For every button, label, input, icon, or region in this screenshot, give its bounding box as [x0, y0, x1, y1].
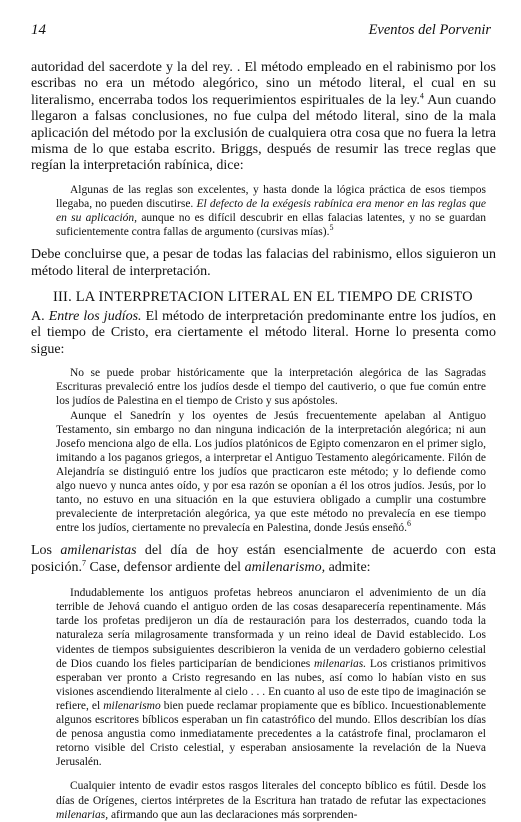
subsection-label: A.: [31, 309, 49, 325]
quote-text: Los cristianos primitivos esperaban ver pronto a Cristo regresando en las nubes, así como lo habían visto en sus visiones ascendiendo literalmente al cielo . . . En cuanto al uso de este tipo de imaginación se refiere, el: [56, 657, 486, 712]
quote-case-para1: [56, 586, 486, 769]
paragraph-rabbinic-method: [31, 60, 496, 175]
paragraph-text: Aun cuando llegaron a falsas conclusiones, no fue culpa del método literal, sino de la mala aplicación del método por la exclusión de cualquiera otra cosa que no fuera la letra misma de lo que estaba escrito. Briggs, después de resumir las trece reglas que regían la interpretación rabínica, dice:: [31, 92, 496, 174]
footnote-ref: 7: [81, 558, 86, 568]
quote-text: Algunas de las reglas son excelentes, y hasta donde la lógica práctica de esos tiempos llegaba, no pueden discutirse.: [56, 183, 486, 210]
quote-briggs: [56, 183, 486, 239]
paragraph-emphasis: amilenarismo,: [244, 559, 326, 575]
paragraph-text: autoridad del sacerdote y la del rey. . El método empleado en el rabinismo por los escribas no era un método alegórico, sino un método literal, el cual en su literalismo, encerraba todos los requerimientos espirituales de la ley.: [31, 60, 496, 108]
quote-text: Aunque el Sanedrín y los oyentes de Jesús frecuentemente apelaban al Antiguo Testamento, sin embargo no dan ninguna indicación de la interpretación alegórica; ni aun Josefo menciona algo de ella. Los judíos platónicos de Egipto comenzaron en el primer siglo, imitando a los paganos griegos, a interpretar el Antiguo Testamento alegóricamente. Filón de Alejandría se distinguió entre los judíos que practicaron este método; y lo defiende como algo nuevo y nunca antes oído, y por esa razón se oponían a él los otros judíos. Jesús, por lo tanto, no estuvo en una situación en la que estuviera obligado a cumplir una costumbre prevaleciente de interpretación alegórica, ya que este método no prevalecía en ese tiempo entre los judíos, ciertamente no prevalecía en Palestina, donde Jesús enseñó.: [56, 409, 486, 535]
quote-case-para2: [56, 779, 486, 821]
quote-text: Indudablemente los antiguos profetas hebreos anunciaron el advenimiento de un día terrible de Jehová cuando el antiguo orden de las cosas desaparecería repentinamente. Más tarde los profetas predijeron un día de restauración para los desterrados, cuando toda la naturaleza sería milagrosamente transformada y un reino ideal de David establecido. Los videntes de tiempos subsiguientes describieron la venida de un verdadero gobierno celestial de Dios cuando los fieles participarían de bendiciones: [56, 587, 486, 670]
page-body: [31, 60, 496, 822]
paragraph-text: El método de interpretación predominante entre los judíos, en el tiempo de Cristo, era ciertamente el método literal. Horne lo presenta como sigue:: [31, 309, 496, 357]
quote-text: afirmando que aun las declaraciones más sorprenden-: [108, 808, 358, 821]
paragraph-jews: [31, 309, 496, 358]
quote-horne-para1: No se puede probar históricamente que la interpretación alegórica de las Sagradas Escrituras prevaleció entre los judíos desde el tiempo del cautiverio, o que fue común entre los judíos de Palestina en el tiempo de Cristo y sus apóstoles.: [56, 367, 486, 408]
footnote-ref: 4: [419, 91, 424, 101]
quote-text: bien puede reclamar propiamente que es bíblico. Incuestionablemente algunos escritores bíblicos esperaban un fin catastrófico del mundo. Ellos describían los días de penosa angustia como inmediatamente precedentes a la catástrofe final, proclamaron el retorno visible del Cristo celestial, y esperaban ansiosamente la revelación de la Nueva Jerusalén.: [56, 699, 486, 769]
subsection-title: Entre los judíos.: [48, 309, 142, 325]
footnote-ref: 6: [406, 519, 411, 529]
paragraph-text: del día de hoy están esencialmente de acuerdo con esta posición.: [31, 543, 496, 575]
quote-text: Cualquier intento de evadir estos rasgos literales del concepto bíblico es fútil. Desde los días de Orígenes, ciertos intérpretes de la Escritura han tratado de refutar las expectaciones: [56, 780, 486, 807]
quote-emphasis: milenarismo: [103, 699, 161, 712]
paragraph-text: admite:: [325, 559, 371, 575]
quote-emphasis: milenarias.: [314, 657, 367, 670]
footnote-ref: 5: [329, 223, 334, 233]
paragraph-amillennialists: [31, 543, 496, 576]
running-title: Eventos del Porvenir: [368, 22, 491, 38]
section-heading: III. LA INTERPRETACION LITERAL EN EL TIEMPO DE CRISTO: [53, 289, 473, 306]
quote-horne-para2: [56, 409, 486, 536]
quote-text: aunque no es difícil descubrir en ellas falacias latentes, y no se guardan suficientemente contra fallas de argumento (cursivas mías).: [56, 212, 487, 239]
page-header: [31, 22, 491, 42]
page-number: 14: [31, 22, 46, 38]
quote-emphasis: El defecto de la exégesis rabínica era menor en las reglas que en su aplicación,: [56, 197, 486, 225]
paragraph-text: Los: [31, 543, 61, 559]
paragraph-text: Case, defensor ardiente del: [85, 559, 245, 575]
paragraph-conclusion: Debe concluirse que, a pesar de todas las falacias del rabinismo, ellos siguieron un método literal de interpretación.: [31, 247, 496, 279]
paragraph-emphasis: amilenaristas: [60, 543, 137, 559]
quote-emphasis: milenarias,: [56, 808, 109, 821]
